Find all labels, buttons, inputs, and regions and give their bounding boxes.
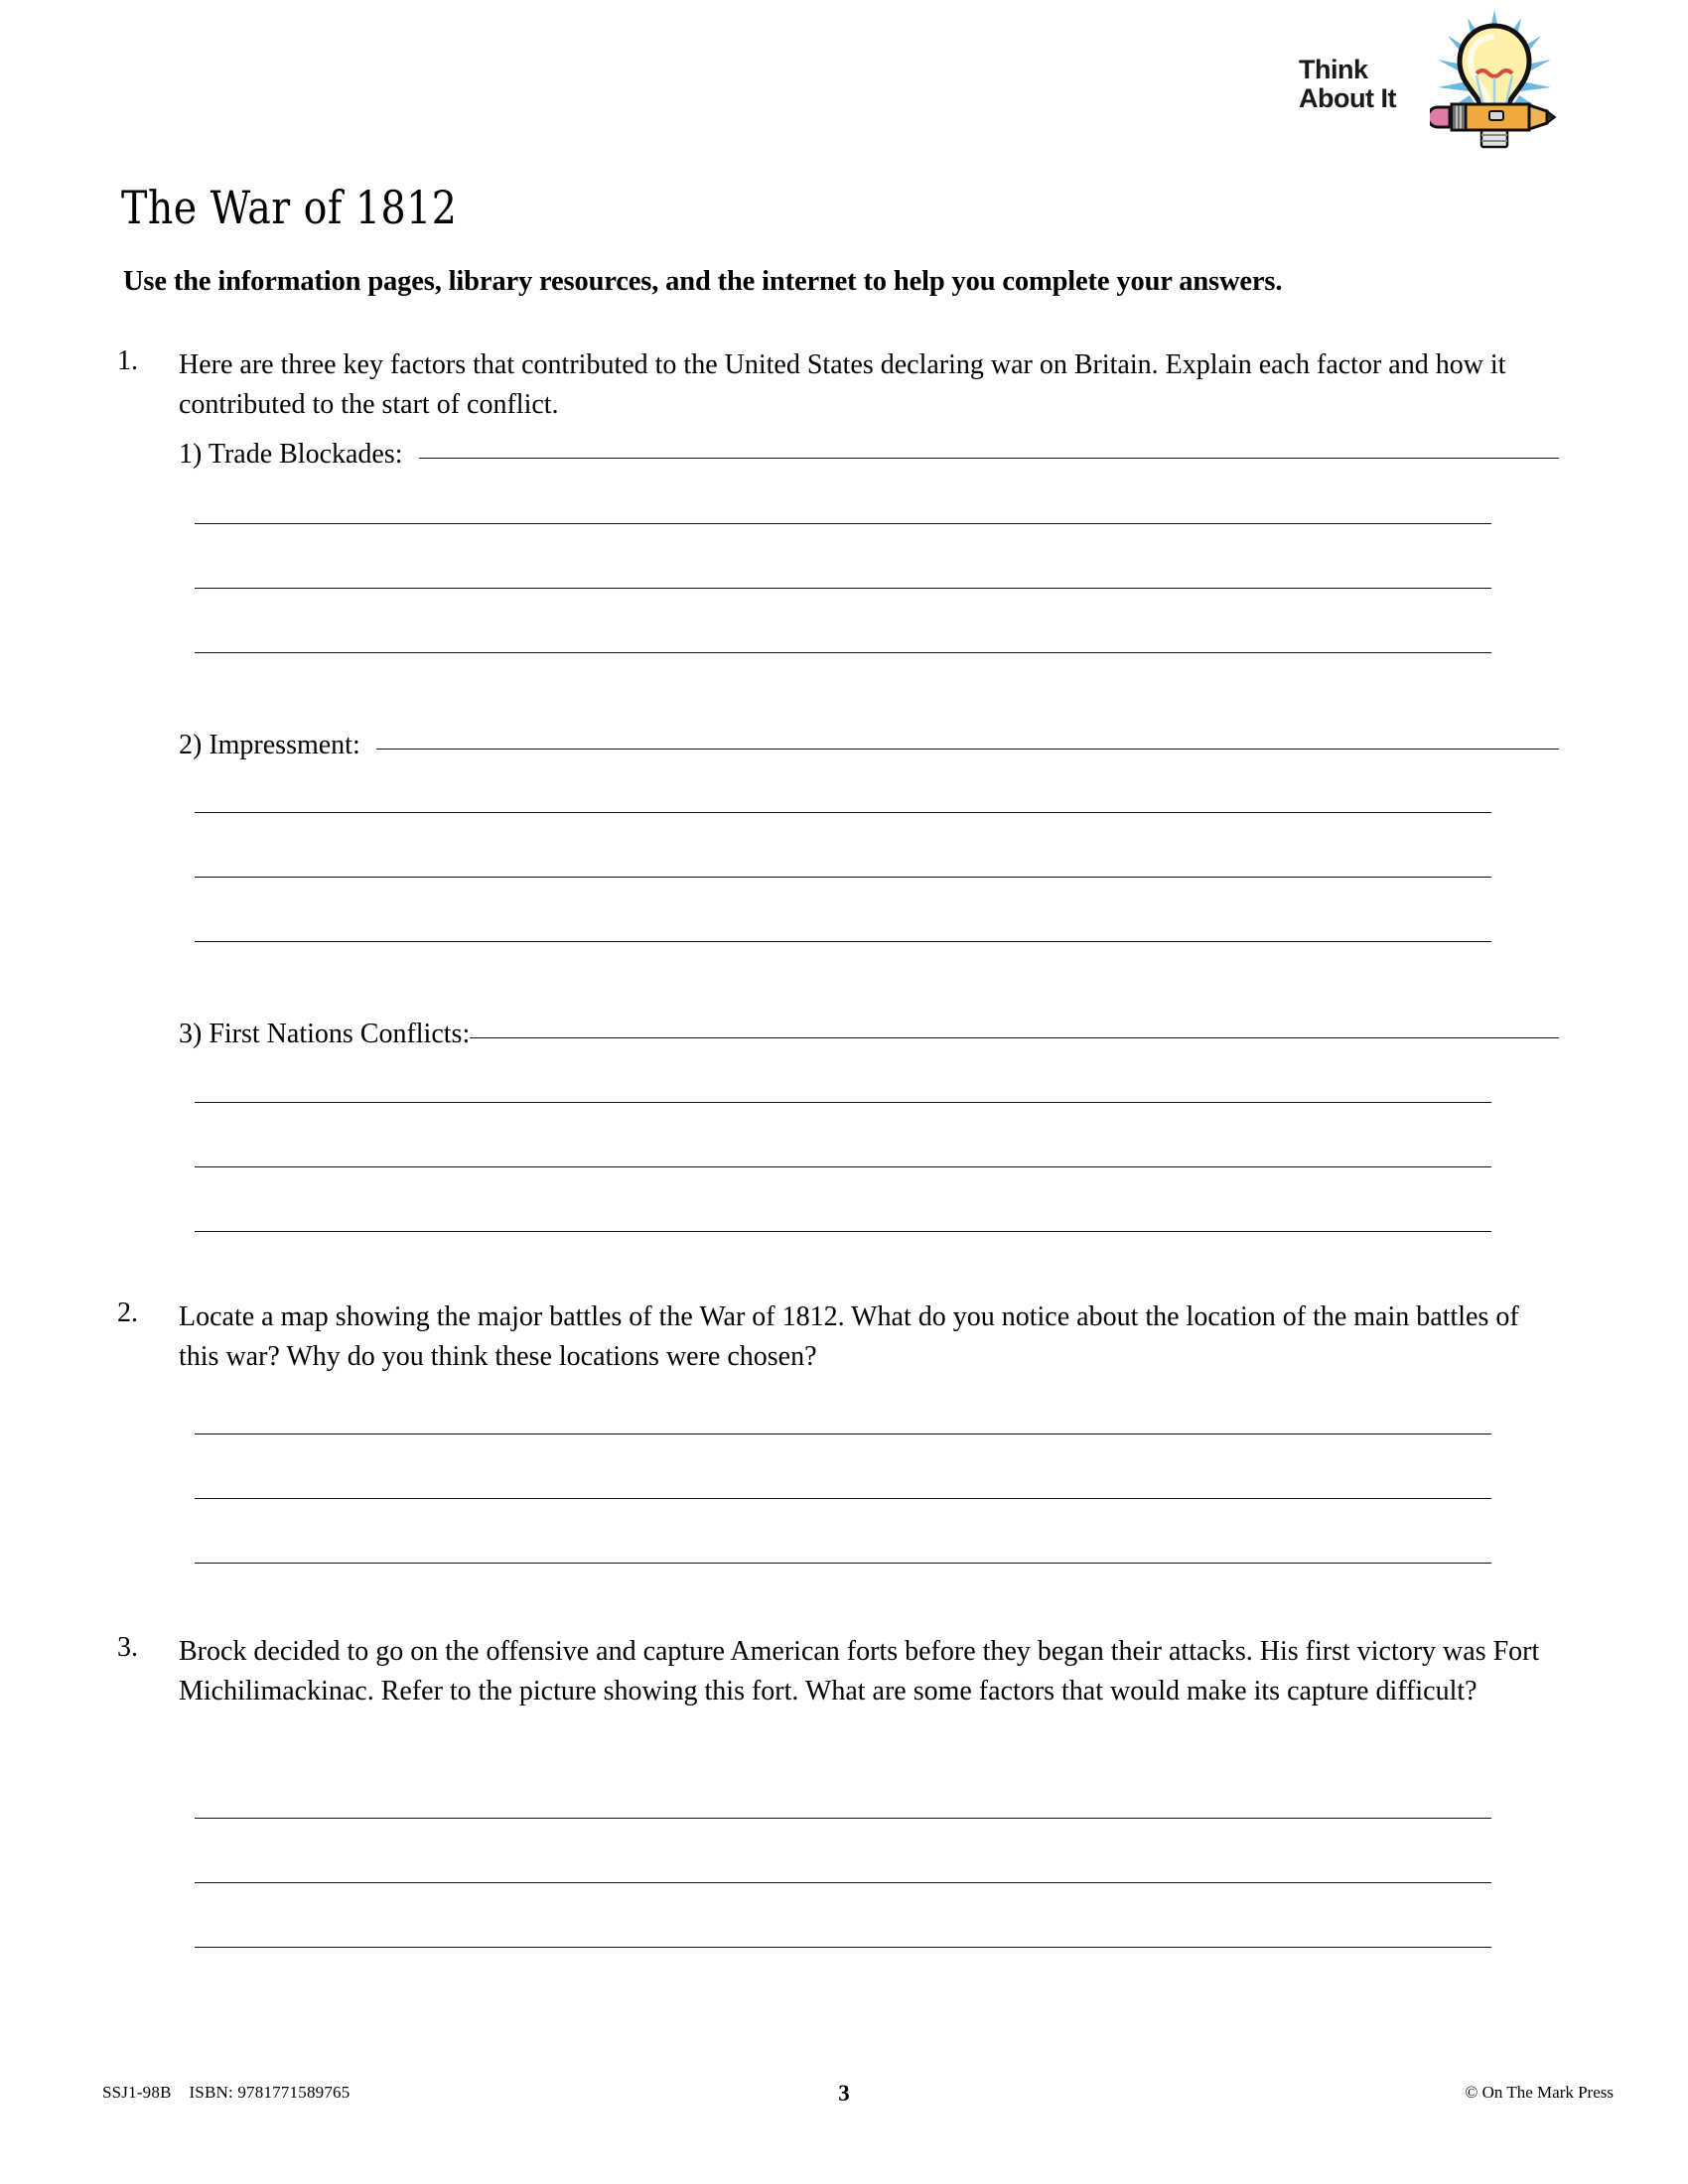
answer-line[interactable]	[195, 1818, 1491, 1819]
answer-line[interactable]	[195, 1498, 1491, 1499]
subitem-first-nations-conflicts-rule[interactable]	[470, 1036, 1559, 1038]
think-about-it-logo	[1291, 8, 1559, 167]
logo-text-line2: About It	[1299, 83, 1396, 114]
footer-isbn: ISBN: 9781771589765	[189, 2083, 351, 2102]
question-3-text: Brock decided to go on the offensive and capture American forts before they began their attacks. His first victory was Fort Michilimackinac. Refer to the picture showing this fort. What are some factors that would make its capture difficult?	[179, 1636, 1540, 1706]
page-title: The War of 1812	[121, 181, 458, 234]
answer-line[interactable]	[195, 1166, 1491, 1167]
subitem-trade-blockades	[179, 439, 1559, 471]
answer-line[interactable]	[195, 1231, 1491, 1232]
logo-text	[1299, 56, 1448, 113]
answer-line[interactable]	[195, 877, 1491, 878]
answer-line[interactable]	[195, 652, 1491, 653]
question-1-text: Here are three key factors that contributed to the United States declaring war on Britain. Explain each factor and how it contributed to the start of conflict.	[179, 349, 1506, 420]
question-2-number: 2.	[117, 1297, 138, 1328]
answer-line[interactable]	[195, 1433, 1491, 1434]
subitem-first-nations-conflicts-label: 3) First Nations Conflicts:	[179, 1019, 471, 1049]
answer-line[interactable]	[195, 1882, 1491, 1883]
answer-line[interactable]	[195, 1563, 1491, 1564]
question-3	[117, 1632, 1557, 1711]
lightbulb-pencil-icon	[1430, 8, 1559, 162]
subitem-impressment-rule[interactable]	[376, 748, 1559, 750]
answer-line[interactable]	[195, 1947, 1491, 1948]
question-2-text: Locate a map showing the major battles of the War of 1812. What do you notice about the location of the main battles of this war? Why do you think these locations were chosen?	[179, 1301, 1519, 1372]
question-2	[117, 1297, 1557, 1377]
question-1	[117, 345, 1557, 425]
logo-text-line1: Think	[1299, 55, 1368, 84]
answer-line[interactable]	[195, 523, 1491, 524]
answer-line[interactable]	[195, 812, 1491, 813]
question-1-number: 1.	[117, 345, 138, 376]
question-3-number: 3.	[117, 1632, 138, 1663]
subitem-first-nations-conflicts	[179, 1019, 1559, 1050]
answer-line[interactable]	[195, 588, 1491, 589]
subitem-impressment	[179, 730, 1559, 761]
instruction-text: Use the information pages, library resources, and the internet to help you complete your answers.	[123, 266, 1283, 297]
answer-line[interactable]	[195, 1102, 1491, 1103]
subitem-trade-blockades-rule[interactable]	[419, 457, 1559, 459]
answer-line[interactable]	[195, 941, 1491, 942]
subitem-impressment-label: 2) Impressment:	[179, 730, 360, 760]
footer-copyright: © On The Mark Press	[1465, 2083, 1614, 2102]
subitem-trade-blockades-label: 1) Trade Blockades:	[179, 439, 403, 470]
page-number: 3	[838, 2081, 850, 2106]
page-footer	[0, 2083, 1688, 2113]
footer-code: SSJ1-98B	[102, 2083, 172, 2102]
